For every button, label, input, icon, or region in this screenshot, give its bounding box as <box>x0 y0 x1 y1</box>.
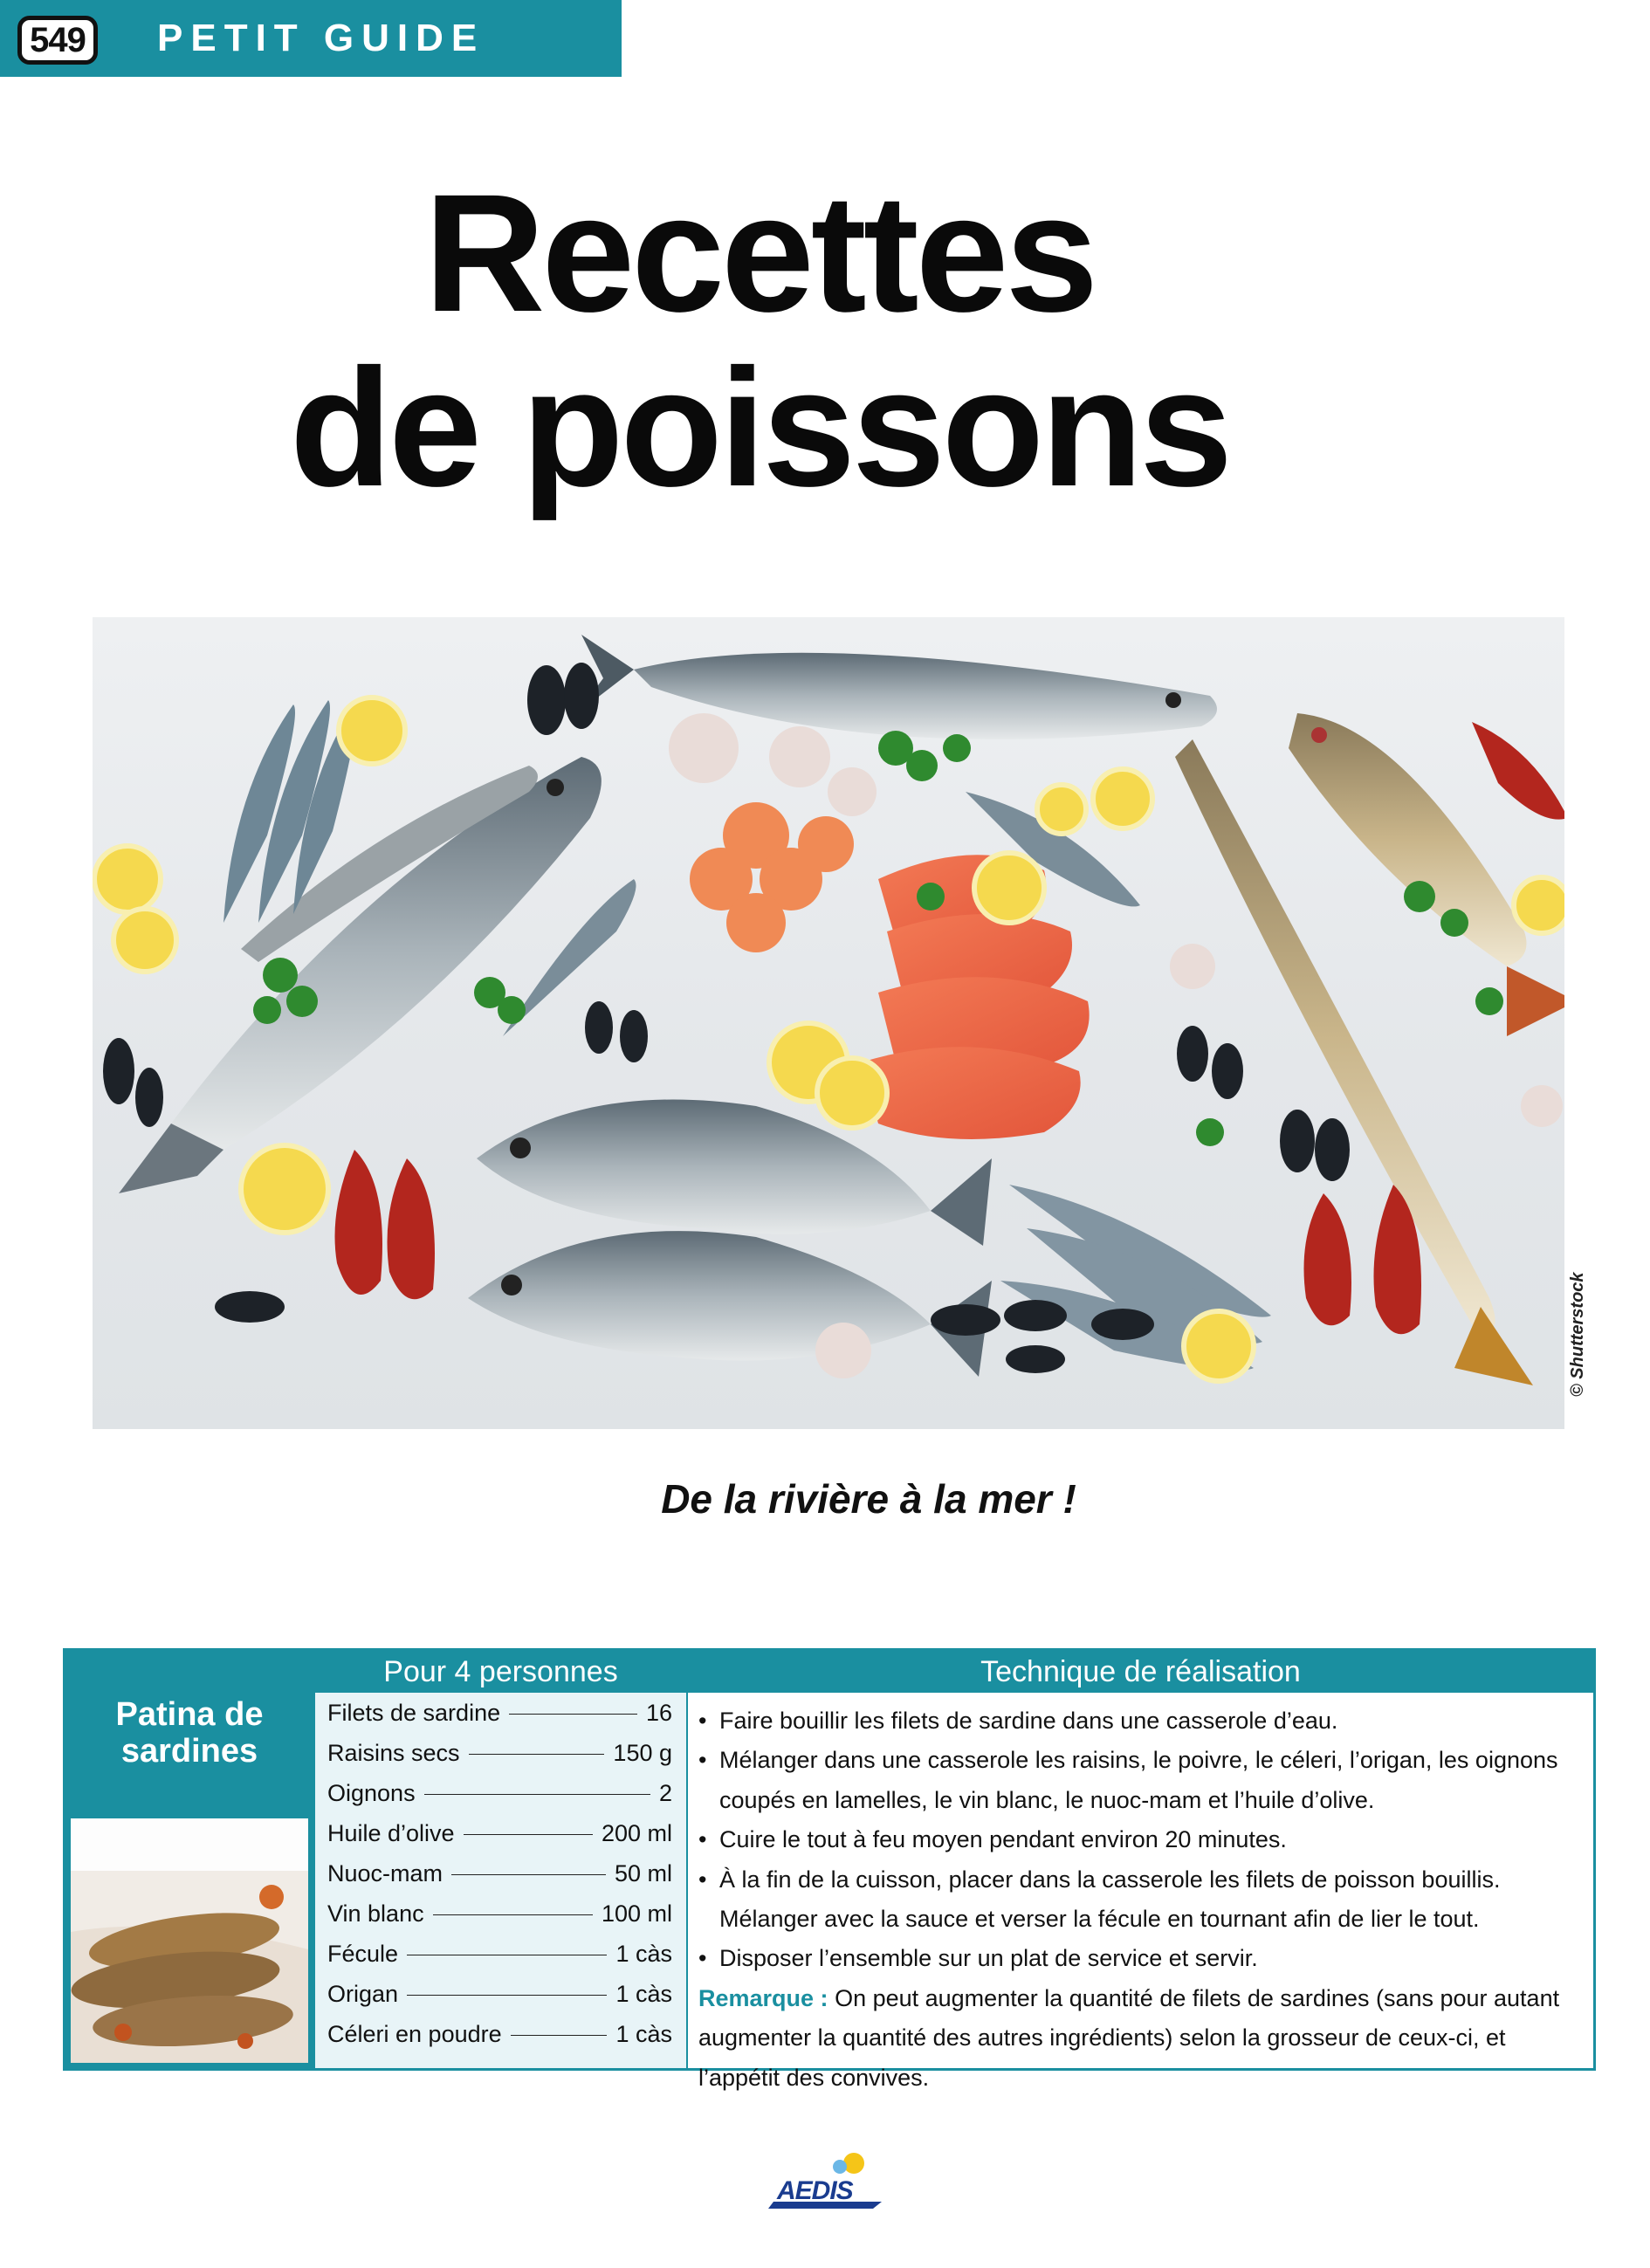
ingredient-qty: 2 <box>650 1773 672 1813</box>
step-item <box>698 1820 1585 1859</box>
ingredient-name: Oignons <box>327 1773 424 1813</box>
bullet-icon: • <box>698 1708 707 1734</box>
step-text: À la fin de la cuisson, placer dans la casserole les filets de poisson bouillis. Mélanger avec la sauce et verser la fécule en tournant afin de lier le tout. <box>719 1866 1501 1933</box>
ingredient-name: Vin blanc <box>327 1893 433 1934</box>
bullet-icon: • <box>698 1826 707 1853</box>
technique-header: Technique de réalisation <box>688 1651 1593 1693</box>
recipe-name-line-2: sardines <box>120 1733 258 1770</box>
shrimps <box>690 802 854 952</box>
ingredient-row <box>315 1974 686 2014</box>
ingredient-qty: 50 ml <box>606 1853 672 1893</box>
step-item <box>698 1741 1585 1820</box>
aedis-logo <box>768 2151 890 2212</box>
step-text: Cuire le tout à feu moyen pendant environ 20 minutes. <box>719 1826 1287 1853</box>
step-text: Disposer l’ensemble sur un plat de service et servir. <box>719 1945 1258 1972</box>
ingredients-header: Pour 4 personnes <box>313 1651 688 1693</box>
photo-credit: © Shutterstock <box>1568 1272 1587 1397</box>
technique-steps <box>698 1701 1585 2098</box>
remark-label: Remarque : <box>698 1984 828 2011</box>
publisher-logo <box>768 2151 890 2212</box>
bullet-icon: • <box>698 1747 707 1774</box>
step-item <box>698 1860 1585 1940</box>
ingredient-qty: 1 càs <box>607 1934 672 1974</box>
ingredient-row <box>315 1893 686 1934</box>
ingredients-list <box>315 1693 686 2068</box>
ingredient-name: Filets de sardine <box>327 1693 509 1733</box>
step-text: Mélanger dans une casserole les raisins, le poivre, le céleri, l’origan, les oignons coupés en lamelles, le vin blanc, le nuoc-mam et l’huile d’olive. <box>719 1747 1558 1813</box>
title-line-1: Recettes <box>423 159 1096 347</box>
step-item <box>698 1939 1585 1978</box>
ingredient-qty: 1 càs <box>607 2014 672 2054</box>
subtitle: De la rivière à la mer ! <box>661 1476 1076 1522</box>
step-item <box>698 1701 1585 1741</box>
ingredient-row <box>315 1733 686 1773</box>
sea-bream-2 <box>468 1231 992 1377</box>
recipe-photo <box>71 1818 308 2063</box>
ingredient-qty: 150 g <box>604 1733 672 1773</box>
ingredient-qty: 200 ml <box>593 1813 672 1853</box>
cover-photo <box>93 617 1564 1429</box>
step-text: Faire bouillir les filets de sardine dans une casserole d’eau. <box>719 1708 1338 1734</box>
seafood-illustration <box>93 617 1564 1429</box>
title-line-2: de poissons <box>289 333 1230 521</box>
ingredient-name: Origan <box>327 1974 407 2014</box>
ingredient-qty: 1 càs <box>607 1974 672 2014</box>
ingredient-name: Huile d’olive <box>327 1813 464 1853</box>
ingredient-row <box>315 1693 686 1733</box>
ingredient-row <box>315 2014 686 2054</box>
recipe-card <box>63 1648 1596 2091</box>
mackerel <box>577 635 1217 739</box>
column-divider <box>686 1651 688 2068</box>
remark <box>698 1979 1585 2098</box>
guide-number-badge: 549 <box>17 16 98 65</box>
recipe-name <box>65 1696 313 1770</box>
ingredient-row <box>315 1813 686 1853</box>
ingredient-qty: 100 ml <box>593 1893 672 1934</box>
ingredient-name: Nuoc-mam <box>327 1853 451 1893</box>
page-title <box>0 159 1650 521</box>
sardines-dish-image <box>71 1818 308 2063</box>
bullet-icon: • <box>698 1945 707 1972</box>
ingredient-qty: 16 <box>637 1693 672 1733</box>
ingredient-name: Raisins secs <box>327 1733 469 1773</box>
ingredient-row <box>315 1934 686 1974</box>
ingredient-row <box>315 1773 686 1813</box>
ingredient-row <box>315 1853 686 1893</box>
logo-text: AEDIS <box>777 2176 853 2205</box>
ingredient-name: Fécule <box>327 1934 407 1974</box>
recipe-name-line-1: Patina de <box>115 1696 264 1733</box>
ingredient-name: Céleri en poudre <box>327 2014 511 2054</box>
bullet-icon: • <box>698 1866 707 1893</box>
remark-text: On peut augmenter la quantité de filets de sardines (sans pour autant augmenter la quantité des autres ingrédients) selon la grosseur de ceux-ci, et l’appétit des convives. <box>698 1984 1560 2091</box>
series-label: PETIT GUIDE <box>157 17 485 59</box>
